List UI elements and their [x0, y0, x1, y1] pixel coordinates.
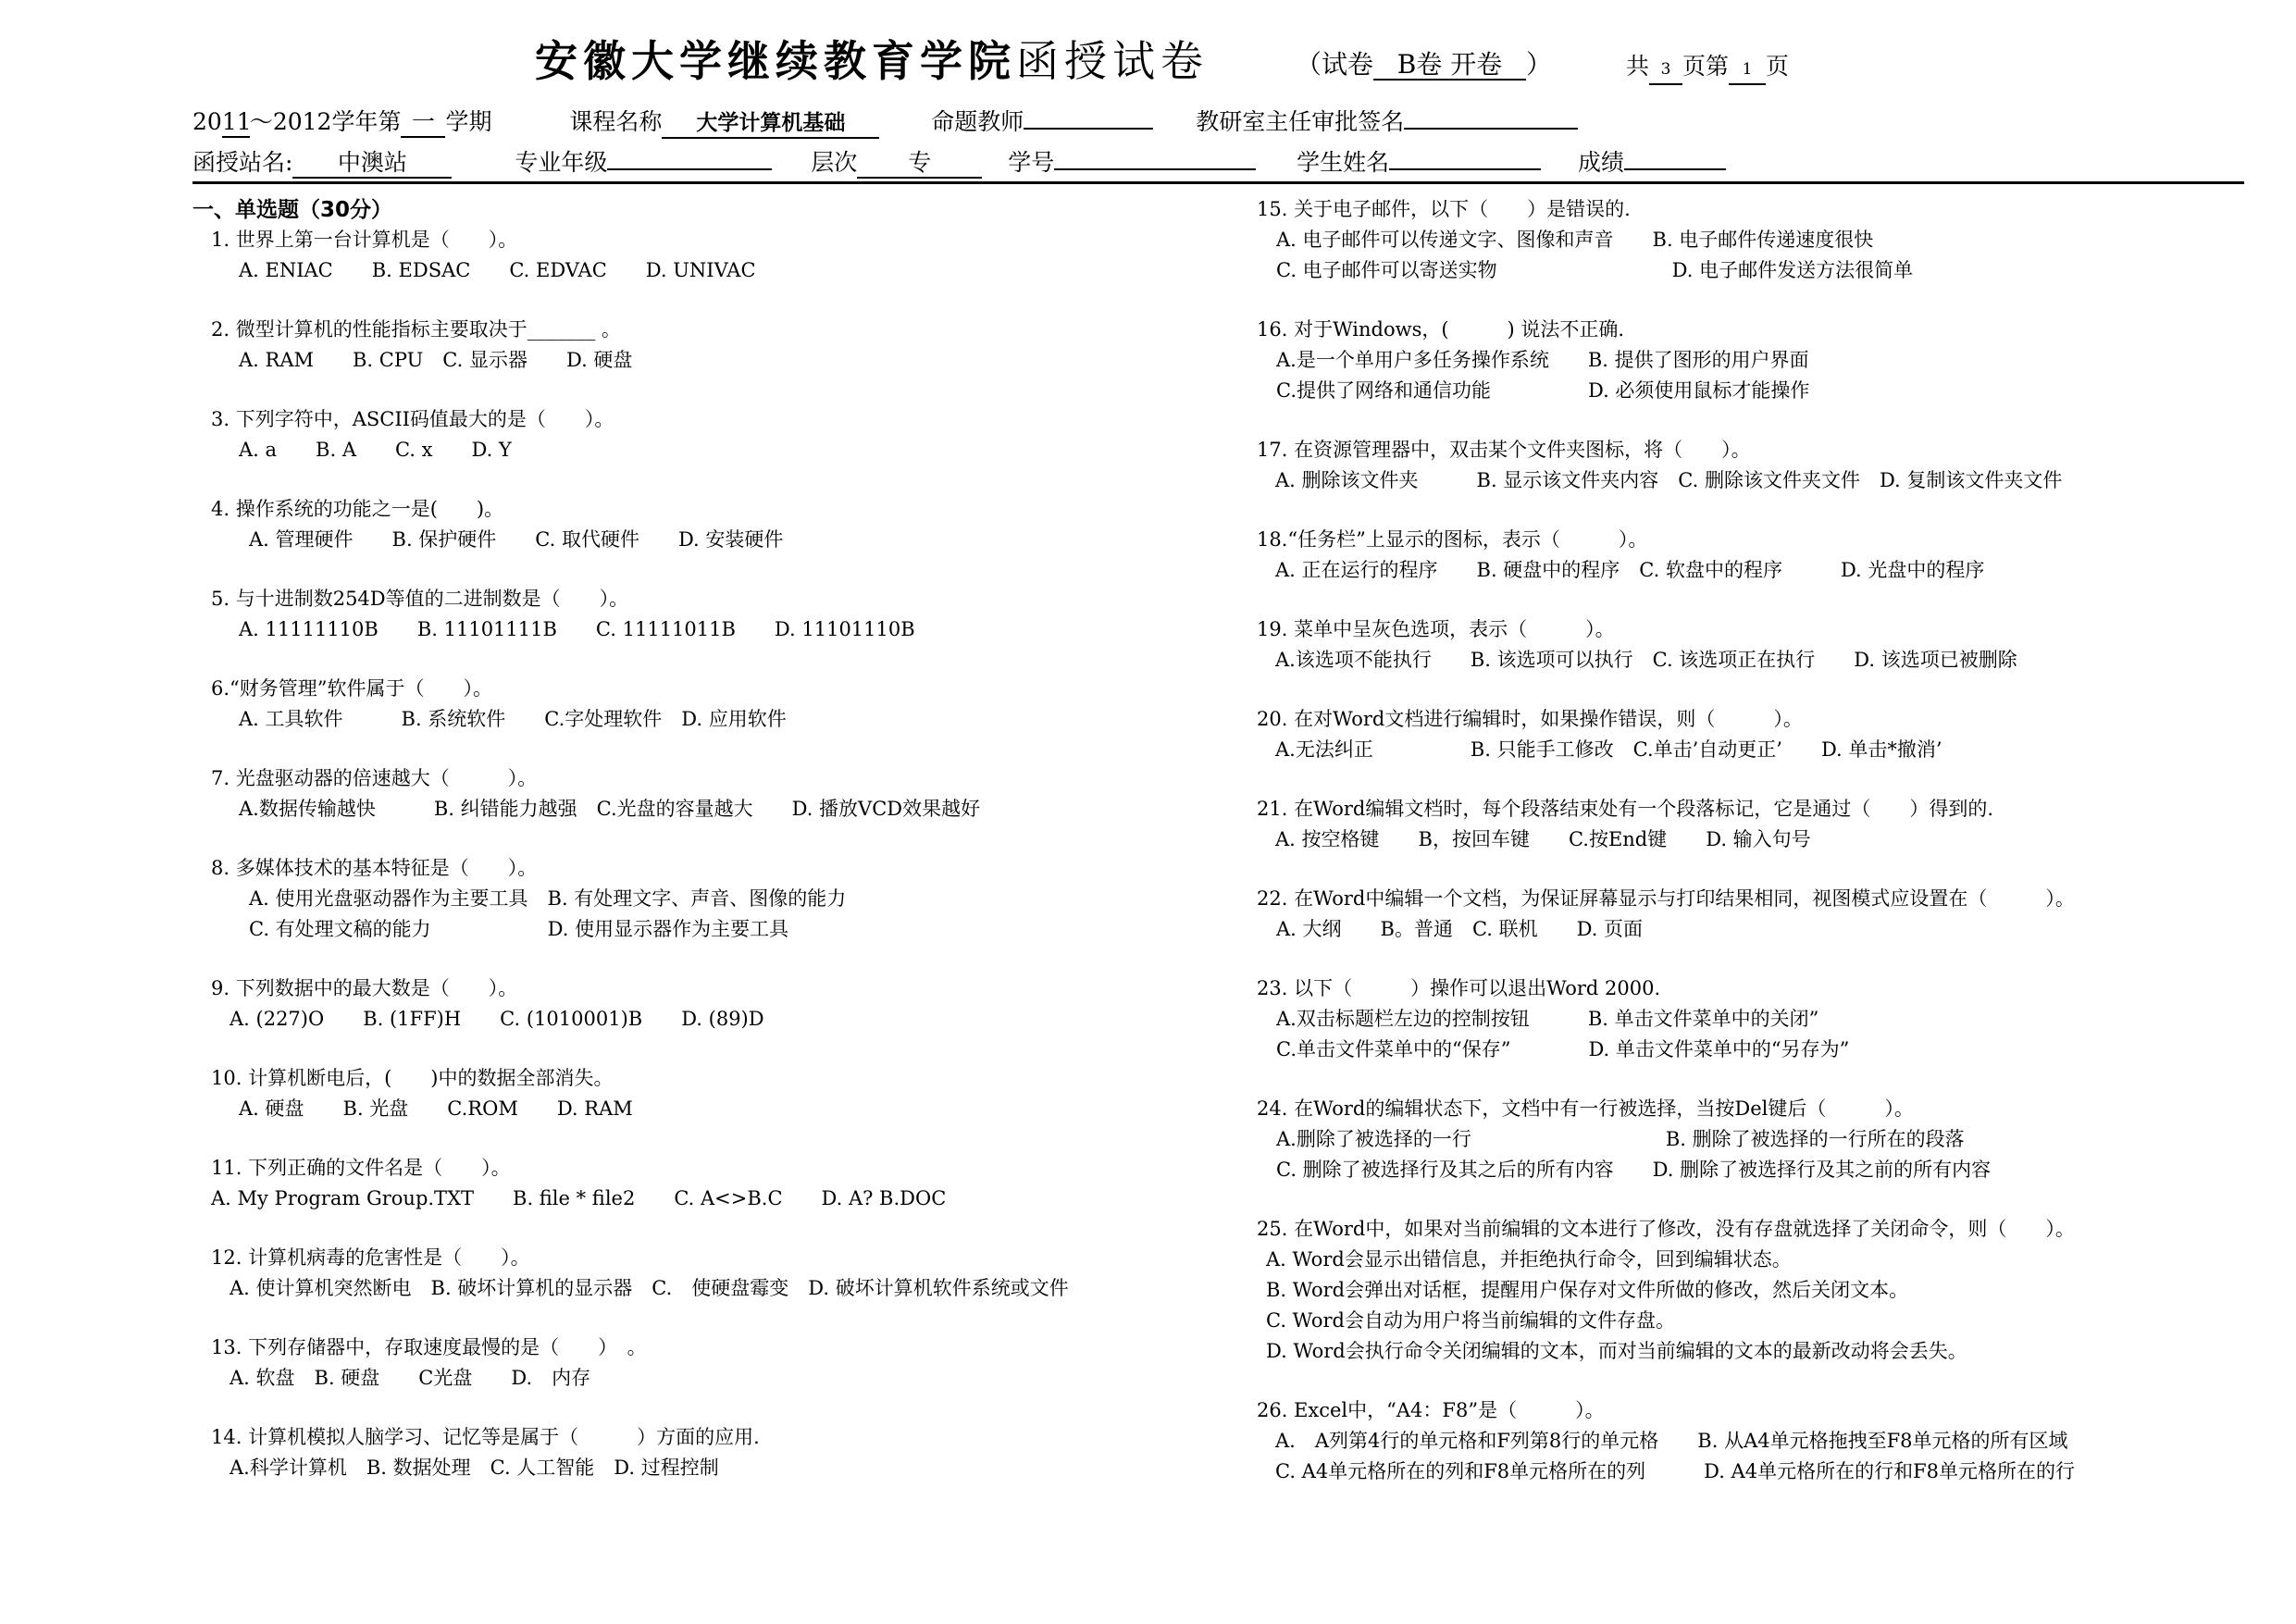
course-name: 大学计算机基础 [662, 109, 879, 139]
answer-options: A. 工具软件 B. 系统软件 C.字处理软件 D. 应用软件 [239, 708, 787, 730]
page-count: 共 3 页第 1 页 [1626, 48, 1789, 85]
question-item [211, 225, 756, 286]
answer-options: A. 管理硬件 B. 保护硬件 C. 取代硬件 D. 安装硬件 [230, 528, 784, 551]
answer-options: A. 按空格键 B，按回车键 C.按End键 D. 输入句号 [1275, 828, 1811, 850]
answer-options: A.该选项不能执行 B. 该选项可以执行 C. 该选项正在执行 D. 该选项已被删除 [1275, 649, 2017, 671]
total-pages: 3 [1649, 56, 1682, 85]
answer-options: A.双击标题栏左边的控制按钮 B. 单击文件菜单中的关闭” [1257, 1008, 1819, 1030]
question-text: 19. 菜单中呈灰色选项，表示（ ）。 [1257, 618, 1615, 640]
question-text: 25. 在Word中，如果对当前编辑的文本进行了修改，没有存盘就选择了关闭命令，则（ ）。 [1257, 1218, 2075, 1240]
answer-options: A. 使用光盘驱动器作为主要工具 B. 有处理文字、声音、图像的能力 [230, 887, 847, 910]
answer-options: A.科学计算机 B. 数据处理 C. 人工智能 D. 过程控制 [230, 1457, 719, 1479]
answer-options: C. 删除了被选择行及其之后的所有内容 D. 删除了被选择行及其之前的所有内容 [1257, 1159, 1992, 1181]
question-item [1257, 884, 2075, 945]
question-item [211, 404, 614, 465]
question-item [211, 315, 632, 376]
question-text: 21. 在Word编辑文档时，每个段落结束处有一个段落标记，它是通过（ ）得到的. [1257, 798, 1994, 820]
answer-options: C. 电子邮件可以寄送实物 D. 电子邮件发送方法很简单 [1257, 259, 1914, 281]
question-text: 10. 计算机断电后，( )中的数据全部消失。 [211, 1067, 614, 1089]
question-item [1257, 525, 1984, 586]
paper-variant: B卷 开卷 [1373, 51, 1526, 81]
answer-options: C. A4单元格所在的列和F8单元格所在的列 D. A4单元格所在的行和F8单元格所在的行 [1275, 1460, 2076, 1482]
answer-options: A.是一个单用户多任务操作系统 B. 提供了图形的用户界面 [1257, 349, 1809, 371]
major-field[interactable] [607, 168, 772, 170]
exam-title [535, 28, 1209, 89]
school-name: 安徽大学继续教育学院 [535, 36, 1016, 86]
question-text: 7. 光盘驱动器的倍速越大（ ）。 [211, 767, 538, 789]
section-title: 一、单选题（30分） [192, 198, 393, 222]
answer-options: D. Word会执行命令关闭编辑的文本，而对当前编辑的文本的最新改动将会丢失。 [1266, 1340, 1967, 1362]
answer-options: A. RAM B. CPU C. 显示器 D. 硬盘 [239, 349, 633, 371]
question-text: 16. 对于Windows，( ) 说法不正确. [1257, 318, 1625, 341]
student-id-field[interactable] [1054, 168, 1256, 170]
answer-options: A. ENIAC B. EDSAC C. EDVAC D. UNIVAC [239, 259, 756, 281]
answer-options: A. 删除该文件夹 B. 显示该文件夹内容 C. 删除该文件夹文件 D. 复制该文件夹文件 [1275, 469, 2063, 491]
question-item [1257, 794, 1993, 855]
question-text: 11. 下列正确的文件名是（ ）。 [211, 1157, 511, 1179]
student-name-field[interactable] [1389, 168, 1541, 170]
question-item [1257, 614, 2017, 676]
question-text: 12. 计算机病毒的危害性是（ ）。 [211, 1246, 530, 1269]
question-text: 2. 微型计算机的性能指标主要取决于_______ 。 [211, 318, 621, 341]
question-item [1257, 704, 1942, 765]
question-text: 26. Excel中，“A4：F8”是（ ）。 [1257, 1399, 1605, 1421]
question-item [211, 853, 846, 945]
question-item [211, 1333, 647, 1394]
question-text: 3. 下列字符中，ASCII码值最大的是（ ）。 [211, 408, 614, 430]
score-field[interactable] [1624, 168, 1726, 170]
question-text: 1. 世界上第一台计算机是（ ）。 [211, 229, 518, 251]
question-item [1257, 1094, 1991, 1185]
answer-options: A. 电子邮件可以传递文字、图像和声音 B. 电子邮件传递速度很快 [1257, 229, 1874, 251]
paper-variant-label: （试卷 B卷 开卷 ） [1296, 49, 1553, 80]
answer-options: A. My Program Group.TXT B. file * file2 C. A<>B.C D. A? B.DOC [211, 1187, 947, 1209]
question-item [211, 1063, 633, 1124]
term: 一 [401, 108, 445, 138]
answer-options: A. a B. A C. x D. Y [239, 439, 512, 461]
question-item [211, 674, 787, 735]
answer-options: A. 正在运行的程序 B. 硬盘中的程序 C. 软盘中的程序 D. 光盘中的程序 [1275, 559, 1985, 581]
answer-options: A. 11111110B B. 11101111B C. 11111011B D. 11101110B [239, 618, 915, 640]
question-text: 22. 在Word中编辑一个文档，为保证屏幕显示与打印结果相同，视图模式应设置在（ ）。 [1257, 887, 2075, 910]
answer-options: A. (227)O B. (1FF)H C. (1010001)B D. (89)D [230, 1008, 764, 1030]
teacher-field[interactable] [1024, 128, 1153, 130]
question-text: 24. 在Word的编辑状态下，文档中有一行被选择，当按Del键后（ ）。 [1257, 1097, 1914, 1120]
station-name: 中澳站 [292, 149, 452, 179]
answer-options: A. 硬盘 B. 光盘 C.ROM D. RAM [239, 1097, 633, 1120]
answer-options: A.删除了被选择的一行 B. 删除了被选择的一行所在的段落 [1257, 1128, 1965, 1150]
answer-options: B. Word会弹出对话框，提醒用户保存对文件所做的修改，然后关闭文本。 [1266, 1279, 1909, 1301]
answer-options: C. 有处理文稿的能力 D. 使用显示器作为主要工具 [230, 918, 789, 940]
question-text: 17. 在资源管理器中，双击某个文件夹图标，将（ ）。 [1257, 439, 1751, 461]
question-text: 4. 操作系统的功能之一是( )。 [211, 498, 504, 520]
answer-options: C.单击文件菜单中的“保存” D. 单击文件菜单中的“另存为” [1257, 1038, 1850, 1060]
answer-options: A. A列第4行的单元格和F列第8行的单元格 B. 从A4单元格拖拽至F8单元格的所有区域 [1275, 1430, 2068, 1452]
answer-options: A. 大纲 B。普通 C. 联机 D. 页面 [1257, 918, 1644, 940]
question-text: 14. 计算机模拟人脑学习、记忆等是属于（ ）方面的应用. [211, 1426, 760, 1448]
question-item [211, 1243, 1069, 1304]
question-item [1257, 435, 2062, 496]
answer-options: C. Word会自动为用户将当前编辑的文件存盘。 [1266, 1309, 1675, 1332]
question-item [211, 1422, 760, 1483]
question-text: 18.“任务栏”上显示的图标，表示（ ）。 [1257, 528, 1648, 551]
question-item [1257, 973, 1849, 1065]
question-item [1257, 1214, 2075, 1367]
header-divider [192, 181, 2244, 184]
question-item [1257, 315, 1809, 406]
answer-options: C.提供了网络和通信功能 D. 必须使用鼠标才能操作 [1257, 379, 1810, 402]
question-item [1257, 194, 1913, 286]
question-text: 20. 在对Word文档进行编辑时，如果操作错误，则（ ）。 [1257, 708, 1803, 730]
exam-type: 函授试卷 [1016, 36, 1209, 86]
question-text: 23. 以下（ ）操作可以退出Word 2000. [1257, 977, 1661, 999]
level: 专 [857, 149, 982, 179]
question-item [211, 763, 980, 824]
answer-options: A. 软盘 B. 硬盘 C光盘 D. 内存 [230, 1367, 591, 1389]
question-text: 15. 关于电子邮件，以下（ ）是错误的. [1257, 198, 1631, 220]
question-text: 9. 下列数据中的最大数是（ ）。 [211, 977, 518, 999]
info-row-2: 函授站名: 中澳站 专业年级 层次 专 学号 学生姓名 成绩 [192, 144, 1726, 179]
question-item [211, 973, 764, 1035]
question-item [211, 584, 915, 645]
academic-year-start: 11 [222, 108, 250, 138]
question-item [1257, 1395, 2075, 1487]
answer-options: A. Word会显示出错信息，并拒绝执行命令，回到编辑状态。 [1266, 1248, 1792, 1271]
answer-options: A.无法纠正 B. 只能手工修改 C.单击’自动更正’ D. 单击*撤消’ [1275, 738, 1942, 761]
answer-options: A.数据传输越快 B. 纠错能力越强 C.光盘的容量越大 D. 播放VCD效果越好 [239, 798, 981, 820]
question-text: 13. 下列存储器中，存取速度最慢的是（ ） 。 [211, 1336, 647, 1358]
question-text: 6.“财务管理”软件属于（ ）。 [211, 677, 493, 700]
answer-options: A. 使计算机突然断电 B. 破坏计算机的显示器 C. 使硬盘霉变 D. 破坏计算机软件系统或文件 [230, 1277, 1069, 1299]
question-item [211, 494, 783, 555]
question-item [211, 1153, 946, 1214]
page-number: 1 [1729, 56, 1766, 85]
question-text: 5. 与十进制数254D等值的二进制数是（ ）。 [211, 588, 629, 610]
info-row-1: 2011～2012学年第 一 学期 课程名称 大学计算机基础 命题教师 教研室主任审批签名 [192, 104, 1578, 139]
question-text: 8. 多媒体技术的基本特征是（ ）。 [211, 857, 538, 879]
approver-signature-field[interactable] [1404, 128, 1578, 130]
